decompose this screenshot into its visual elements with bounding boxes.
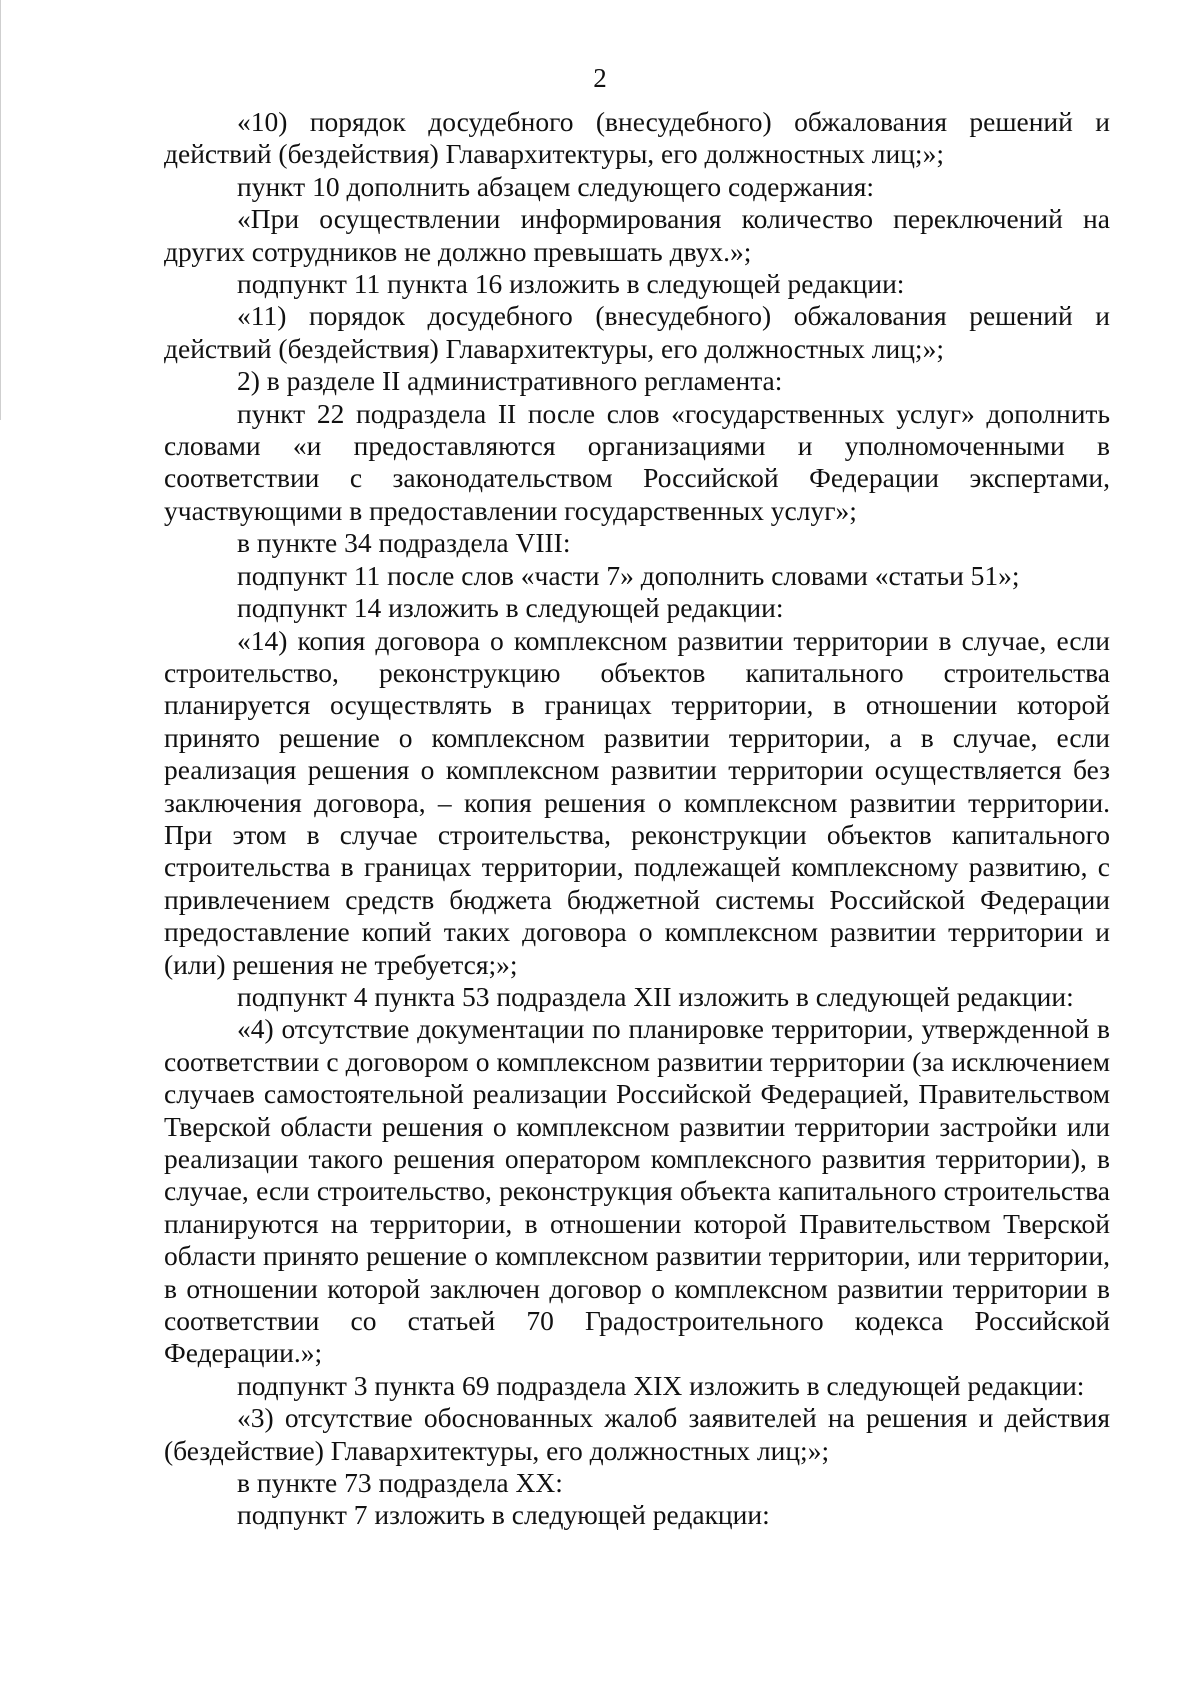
paragraph: «3) отсутствие обоснованных жалоб заявителей на решения и действия (бездействие) Главархитектуры, его должностных лиц;»; [164, 1402, 1110, 1466]
paragraph: подпункт 3 пункта 69 подраздела XIX изложить в следующей редакции: [237, 1369, 1085, 1401]
paragraph: в пункте 34 подраздела VIII: [237, 527, 571, 559]
page-number: 2 [593, 63, 607, 93]
paragraph: подпункт 11 пункта 16 изложить в следующей редакции: [237, 268, 905, 300]
paragraph: пункт 10 дополнить абзацем следующего содержания: [237, 170, 875, 202]
paragraph: «11) порядок досудебного (внесудебного) обжалования решений и действий (бездействия) Главархитектуры, его должностных лиц;»; [164, 300, 1110, 364]
paragraph: 2) в разделе II административного регламента: [237, 365, 783, 397]
paragraph: пункт 22 подраздела II после слов «государственных услуг» дополнить словами «и предоставляются организациями и уполномоченными в соответствии с законодательством Российской Федерации экспертами, участвующими в предоставлении государственных услуг»; [164, 397, 1110, 526]
paragraph: «При осуществлении информирования количество переключений на других сотрудников не должно превышать двух.»; [164, 203, 1110, 267]
paragraph: подпункт 7 изложить в следующей редакции: [237, 1499, 770, 1531]
paragraph: подпункт 14 изложить в следующей редакции: [237, 592, 784, 624]
paragraph: «10) порядок досудебного (внесудебного) обжалования решений и действий (бездействия) Главархитектуры, его должностных лиц;»; [164, 106, 1110, 170]
paragraph: в пункте 73 подраздела XX: [237, 1467, 563, 1499]
paragraph: подпункт 11 после слов «части 7» дополнить словами «статьи 51»; [237, 559, 1020, 591]
paragraph: «4) отсутствие документации по планировке территории, утвержденной в соответствии с договором о комплексном развитии территории (за исключением случаев самостоятельной реализации Российской Федерацией, Правительством Тверской области решения о комплексном развитии территории застройки или реализации такого решения оператором комплексного развития территории), в случае, если строительство, реконструкция объекта капитального строительства планируются на территории, в отношении которой Правительством Тверской области принято решение о комплексном развитии территории, или территории, в отношении которой заключен договор о комплексном развитии территории в соответствии со статьей 70 Градостроительного кодекса Российской Федерации.»; [164, 1013, 1110, 1369]
paragraph: подпункт 4 пункта 53 подраздела XII изложить в следующей редакции: [237, 980, 1074, 1012]
paragraph: «14) копия договора о комплексном развитии территории в случае, если строительство, реконструкцию объектов капитального строительства планируется осуществлять в границах территории, в отношении которой принято решение о комплексном развитии территории, а в случае, если реализация решения о комплексном развитии территории осуществляется без заключения договора, – копия решения о комплексном развитии территории. При этом в случае строительства, реконструкции объектов капитального строительства в границах территории, подлежащей комплексному развитию, с привлечением средств бюджета бюджетной системы Российской Федерации предоставление копий таких договора о комплексном развитии территории и (или) решения не требуется;»; [164, 624, 1110, 980]
document-body [164, 106, 1110, 1532]
